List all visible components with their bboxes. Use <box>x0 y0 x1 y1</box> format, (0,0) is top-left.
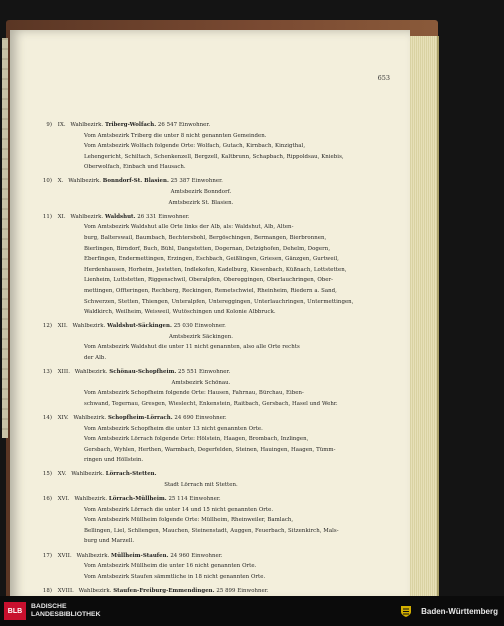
district-name: Schopfheim-Lörrach. <box>107 414 173 421</box>
district-roman: IX. <box>57 122 66 128</box>
subheading: Amtsbezirk Säckingen. <box>169 333 233 340</box>
entry-text: burg und Marzell. <box>84 538 135 545</box>
district-entry <box>40 469 392 490</box>
district-name: Waldshut-Säckingen. <box>107 323 172 330</box>
entry-heading <box>40 494 392 505</box>
population: 25 030 Einwohner. <box>173 323 226 330</box>
district-roman: XV. <box>57 471 67 478</box>
entry-text: mettingen, Offteringen, Rechberg, Reckingen, Remetschwiel, Rheinheim, Riedern a. Sand, <box>84 287 337 294</box>
entry-number: 10) <box>42 178 52 185</box>
entry-number: 11) <box>42 213 52 220</box>
district-entry <box>40 551 392 583</box>
page-number: 653 <box>377 74 390 82</box>
entry-text: Schwerzen, Stetten, Thiengen, Unteralpfen, Untereggingen, Unterlauchringen, Untermettingen, <box>84 298 354 305</box>
library-name-line2: LANDESBIBLIOTHEK <box>31 611 101 618</box>
page-edges <box>405 36 439 596</box>
entry-text: schwand, Tegernau, Gresgen, Wieslecht, Enkenstein, Raitbach, Gersbach, Hasel und Wehr. <box>84 400 338 407</box>
population: 25 387 Einwohner. <box>170 178 223 185</box>
library-name-line1: BADISCHE <box>31 603 67 610</box>
district-roman: XVI. <box>57 496 70 503</box>
entry-number: 12) <box>42 323 52 330</box>
district-label: Wahlbezirk. <box>72 323 106 330</box>
reference-strip <box>2 38 8 438</box>
district-name: Triberg-Wolfach. <box>104 122 157 128</box>
district-name: Lörrach-Müllheim. <box>108 496 167 503</box>
book-page <box>10 30 410 602</box>
entry-text: Vom Amtsbezirk Müllheim folgende Orte: Müllheim, Rheinweiler, Bamlach, <box>84 517 294 524</box>
blb-logo[interactable]: BLB <box>4 602 26 620</box>
entry-text: Vom Amtsbezirk Schopfheim die unter 13 nicht genannten Orte. <box>84 425 263 432</box>
entry-text: Waldkirch, Weilheim, Weisweil, Wutöschingen und Kolonie Albbruck. <box>84 309 276 316</box>
entry-number: 16) <box>42 496 52 503</box>
district-entry <box>40 176 392 208</box>
entry-number: 14) <box>42 414 52 421</box>
entry-heading <box>40 321 392 332</box>
district-name: Waldshut. <box>104 213 136 220</box>
district-name: Müllheim-Staufen. <box>111 552 169 559</box>
district-roman: XIV. <box>57 414 69 421</box>
district-roman: XIII. <box>57 369 70 376</box>
district-entry <box>40 494 392 547</box>
population: 25 551 Einwohner. <box>178 369 231 376</box>
library-name <box>31 603 100 619</box>
district-entry <box>40 413 392 466</box>
entry-heading <box>40 212 392 223</box>
district-label: Wahlbezirk. <box>74 369 108 376</box>
district-roman: XI. <box>57 213 66 220</box>
entry-text: Vom Amtsbezirk Triberg die unter 8 nicht genannten Gemeinden. <box>84 132 267 139</box>
subheading: Amtsbezirk Bonndorf. <box>170 189 232 196</box>
entry-text: Bellingen, Liel, Schliengen, Mauchen, Steinenstadt, Auggen, Feuerbach, Sitzenkirch, Mals- <box>84 527 339 534</box>
entries-list <box>40 120 392 621</box>
district-label: Wahlbezirk. <box>78 587 112 594</box>
population: 25 899 Einwohner. <box>216 587 269 594</box>
entry-number: 15) <box>42 471 52 478</box>
entry-text: Vom Amtsbezirk Müllheim die unter 16 nicht genannten Orte. <box>84 563 257 570</box>
entry-text: Herdenhausen, Horheim, Jestetten, Indlekofen, Kadelburg, Kiesenbach, Küßnach, Lottstetten, <box>84 266 347 273</box>
district-name: Staufen-Freiburg-Emmendingen. <box>113 587 215 594</box>
district-entry <box>40 367 392 409</box>
entry-heading <box>40 586 392 597</box>
district-entry <box>40 120 392 173</box>
population: 26 331 Einwohner. <box>137 213 190 220</box>
district-roman: X. <box>57 178 64 185</box>
entry-text: Vom Amtsbezirk Lörrach folgende Orte: Hölstein, Haagen, Brombach, Inzlingen, <box>84 436 309 443</box>
subheading: Stadt Lörrach mit Stetten. <box>164 482 238 488</box>
district-entry <box>40 321 392 363</box>
population: 24 960 Einwohner. <box>170 552 223 559</box>
entry-text: Vom Amtsbezirk Staufen sämmtliche in 18 nicht genannten Orte. <box>84 573 266 580</box>
subheading: Amtsbezirk Schönau. <box>171 379 231 386</box>
population: 25 114 Einwohner. <box>168 496 221 503</box>
district-label: Wahlbezirk. <box>68 178 101 185</box>
entry-heading <box>40 176 392 187</box>
entry-text: der Alb. <box>84 354 107 361</box>
state-name[interactable]: Baden-Württemberg <box>421 606 498 616</box>
entry-text: Vom Amtsbezirk Waldshut die unter 11 nicht genannten, also alle Orte rechts <box>84 344 300 351</box>
district-roman: XII. <box>57 323 68 330</box>
population: 24 690 Einwohner. <box>174 414 227 421</box>
population: 26 547 Einwohner. <box>157 122 211 128</box>
entry-heading <box>40 120 392 131</box>
district-name: Lörrach-Stetten. <box>105 471 157 478</box>
entry-text: Vom Amtsbezirk Lörrach die unter 14 und 15 nicht genannten Orte. <box>84 506 274 513</box>
district-entry <box>40 212 392 318</box>
entry-number: 13) <box>42 369 52 376</box>
entry-number: 17) <box>42 552 52 559</box>
entry-text: ringen und Höllstein. <box>84 457 144 464</box>
entry-heading <box>40 551 392 562</box>
entry-number: 9) <box>46 122 52 128</box>
district-label: Wahlbezirk. <box>74 496 108 503</box>
entry-text: Vom Amtsbezirk Schopfheim folgende Orte: Hausen, Fahrnau, Bürchau, Eiben- <box>84 390 304 397</box>
entry-text: Bierlingen, Birndorf, Buch, Bühl, Dangstetten, Dogernan, Detzighofen, Dehelm, Dogern, <box>84 245 331 252</box>
footer-bar <box>0 596 504 626</box>
district-roman: XVIII. <box>57 587 74 594</box>
entry-text: Eberfingen, Endermettingen, Erzingen, Eschbach, Geißlingen, Griesen, Gänzgen, Gurtweil, <box>84 256 339 263</box>
district-label: Wahlbezirk. <box>76 552 110 559</box>
entry-text: Vom Amtsbezirk Wolfach folgende Orte: Wolfach, Gutach, Kirnbach, Kinzigthal, <box>84 143 306 150</box>
entry-text: Vom Amtsbezirk Waldshut alle Orte links der Alb, als: Waldshut, Alb, Alten- <box>84 224 294 231</box>
district-name: Schönau-Schopfheim. <box>109 369 177 376</box>
district-name: Bonndorf-St. Blasien. <box>102 178 169 185</box>
entry-text: Lehengericht, Schiltach, Schenkenzell, Bergzell, Kaltbrunn, Schapbach, Rippoldsau, Kniebis, <box>84 153 344 160</box>
district-roman: XVII. <box>57 552 72 559</box>
entry-text: Gersbach, Wyhlen, Herthen, Warmbach, Degerfelden, Steinen, Hauingen, Haagen, Tümm- <box>84 446 336 453</box>
entry-text: Lienheim, Luttstetten, Riggenschwil, Oberalpfen, Obereggingen, Oberlauchringen, Ober- <box>84 277 334 284</box>
district-label: Wahlbezirk. <box>73 414 107 421</box>
district-label: Wahlbezirk. <box>70 213 104 220</box>
entry-heading <box>40 367 392 378</box>
entry-heading <box>40 469 392 480</box>
entry-number: 18) <box>42 587 52 594</box>
entry-text: burg, Balterswail, Baumbach, Bechtersbohl, Bergöschingen, Bermangen, Bierbronnen, <box>84 234 327 241</box>
subheading: Amtsbezirk St. Blasien. <box>168 199 234 206</box>
state-crest-icon <box>395 602 417 620</box>
district-label: Wahlbezirk. <box>71 471 104 478</box>
entry-heading <box>40 413 392 424</box>
district-label: Wahlbezirk. <box>70 122 104 128</box>
entry-text: Oberwolfach, Einbach und Hausach. <box>84 164 186 171</box>
